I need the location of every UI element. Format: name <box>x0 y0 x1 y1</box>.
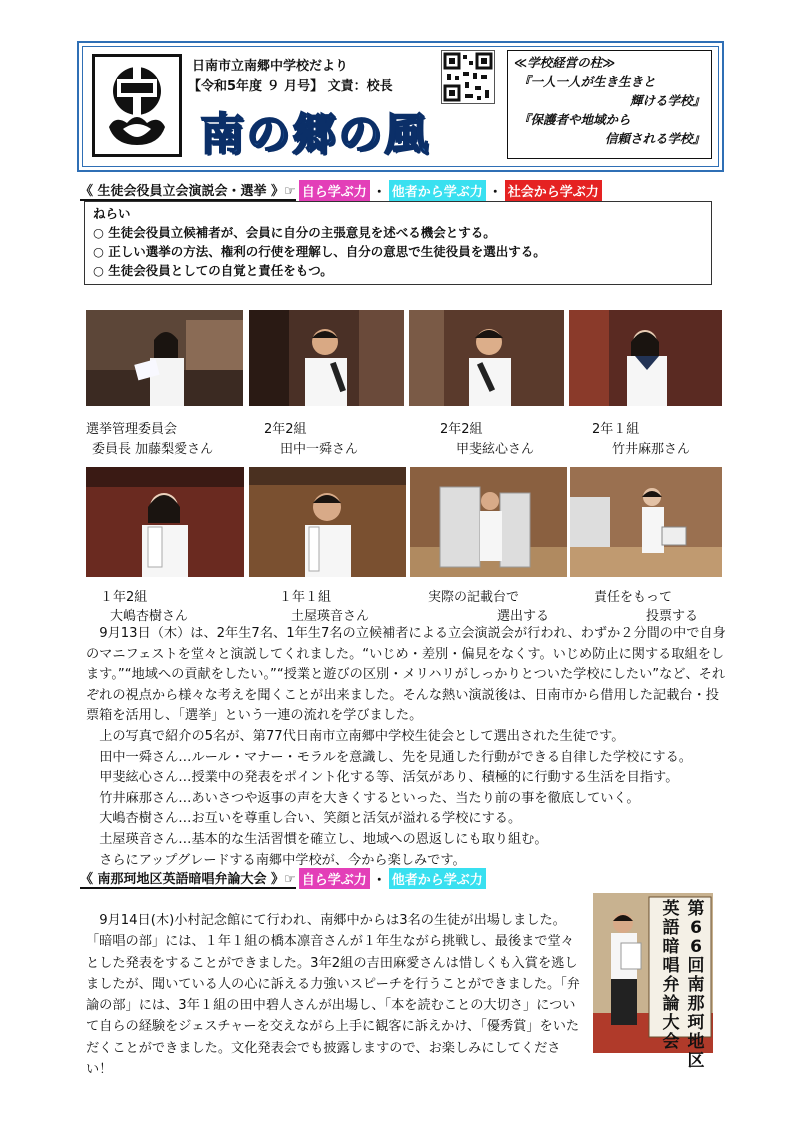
photo-kai <box>409 310 564 406</box>
manifesto-line: 竹井麻那さん…あいさつや返事の声を大きくするといった、当たり前の事を徹底していく。 <box>99 790 640 806</box>
caption-tanaka-1: 2年2組 <box>264 422 307 437</box>
photo-voting-booth <box>410 467 567 577</box>
section-title: 《 生徒会役員立会演説会・選挙 》☞ <box>80 180 296 201</box>
banner-contest-name-right: 第66回南那珂地区 <box>687 899 705 1071</box>
photo-ballot-box <box>570 467 722 577</box>
manifesto-line: 大嶋杏樹さん…お互いを尊重し合い、笑顔と活気が溢れる学校にする。 <box>99 811 522 827</box>
section-heading-election <box>80 180 602 201</box>
pillar-line-2: 輝ける学校』 <box>629 93 705 108</box>
caption-kai-2: 甲斐絃心さん <box>456 442 535 457</box>
pillar-line-3: 『保護者や地域から <box>518 112 631 127</box>
manifesto-line: 甲斐絃心さん…授業中の発表をポイント化する等、活気があり、積極的に行動する生活を目指す。 <box>99 770 679 786</box>
tag-learning-from-society: 社会から学ぶ力 <box>505 180 602 201</box>
issue-line: 【令和5年度 ９ 月号】 文責：校長 <box>188 79 393 94</box>
school-pillars-box <box>507 50 712 159</box>
pillar-line-1: 『一人一人が生き生きと <box>518 74 656 89</box>
caption-voting-booth-2: 選出する <box>497 609 550 624</box>
article-paragraph: 上の写真で紹介の5名が、第77代日南市立南郷中学校生徒会として選出された生徒です。 <box>99 728 625 744</box>
tag-learning-from-others: 他者から学ぶ力 <box>389 868 486 889</box>
closing-line: さらにアップグレードする南郷中学校が、今から楽しみです。 <box>99 852 466 868</box>
photo-election-chair <box>86 310 243 406</box>
aim-item: ○ 生徒会役員立候補者が、会員に自分の主張意見を述べる機会とする。 <box>93 225 496 240</box>
tag-self-learning: 自ら学ぶ力 <box>299 868 370 889</box>
section-heading-english-contest <box>80 868 486 889</box>
english-contest-article <box>86 910 584 1080</box>
pillar-line-4: 信頼される学校』 <box>604 131 705 146</box>
tag-learning-from-others: 他者から学ぶ力 <box>389 180 486 201</box>
article-paragraph: 9月14日(木)小村記念館にて行われ、南郷中からは3名の生徒が出場しました。「暗唱の部」には、１年１組の橋本凛音さんが１年生ながら挑戦し、最後まで堂々とした発表をすることができました。3年2組の吉田麻愛さんは惜しくも入賞を逃しましたが、聞いている人の心に訴える力強いスピーチを行うことができました。「弁論の部」には、3年１組の田中碧人さんが出場し、「本を読むことの大切さ」について自らの経験をジェスチャーを交えながら上手に観客に訴えかけ、「優秀賞」をいただくことができました。文化発表会でも披露しますので、お楽しみにしてください！ <box>86 913 580 1078</box>
caption-oshima-2: 大嶋杏樹さん <box>110 609 189 624</box>
photo-takei <box>569 310 722 406</box>
tag-self-learning: 自ら学ぶ力 <box>299 180 370 201</box>
article-paragraph: 9月13日（木）は、2年生7名、1年生7名の立候補者による立会演説会が行われ、わずか２分間の中で自身のマニフェストを堂々と演説してくれました。“いじめ・差別・偏見をなくす。いじめ防止に関する取組をします。”“地域への貢献をしたい。”“授業と遊びの区別・メリハリがしっかりとついた学校にしたい”など、それぞれの視点から様々な考えを聞くことが出来ました。そんな熱い演説後は、日南市から借用した記載台・投票箱を活用し、「選挙」という一連の流れを学びました。 <box>86 626 726 724</box>
school-name: 日南市立南郷中学校だより <box>192 59 349 74</box>
caption-tsuchiya-2: 土屋瑛音さん <box>291 609 370 624</box>
pillars-heading: ≪学校経営の柱≫ <box>514 55 616 70</box>
aim-item: ○ 正しい選挙の方法、権利の行使を理解し、自分の意思で生徒役員を選出する。 <box>93 244 546 259</box>
qr-code-icon <box>441 50 495 104</box>
caption-takei-1: 2年１組 <box>592 422 640 437</box>
caption-ballot-box-1: 責任をもって <box>594 590 673 605</box>
caption-ballot-box-2: 投票する <box>646 609 699 624</box>
manifesto-line: 田中一舜さん…ルール・マナー・モラルを意識し、先を見通した行動ができる自律した学校にする。 <box>99 749 692 765</box>
aims-title: ねらい <box>93 206 131 221</box>
school-logo <box>92 54 182 157</box>
newsletter-title: 南の郷の風 <box>200 109 430 160</box>
caption-tsuchiya-1: １年１組 <box>279 590 332 605</box>
photo-tanaka <box>249 310 404 406</box>
caption-oshima-1: １年2組 <box>100 590 148 605</box>
photo-oshima <box>86 467 244 577</box>
aims-box <box>84 201 712 285</box>
tag-separator: ・ <box>372 873 386 888</box>
photo-tsuchiya <box>249 467 406 577</box>
caption-election-chair-1: 選挙管理委員会 <box>86 422 178 437</box>
aim-item: ○ 生徒会役員としての自覚と責任をもつ。 <box>93 263 333 278</box>
tag-separator: ・ <box>488 185 502 200</box>
caption-kai-1: 2年2組 <box>440 422 483 437</box>
section-title: 《 南那珂地区英語暗唱弁論大会 》☞ <box>80 868 296 889</box>
banner-contest-name-left: 英語暗唱弁論大会 <box>662 899 680 1052</box>
caption-voting-booth-1: 実際の記載台で <box>428 590 520 605</box>
tag-separator: ・ <box>372 185 386 200</box>
caption-takei-2: 竹井麻那さん <box>612 442 691 457</box>
election-article <box>86 624 726 871</box>
caption-tanaka-2: 田中一舜さん <box>280 442 359 457</box>
manifesto-line: 土屋瑛音さん…基本的な生活習慣を確立し、地域への恩返しにも取り組む。 <box>99 831 548 847</box>
caption-election-chair-2: 委員長 加藤梨愛さん <box>92 442 214 457</box>
